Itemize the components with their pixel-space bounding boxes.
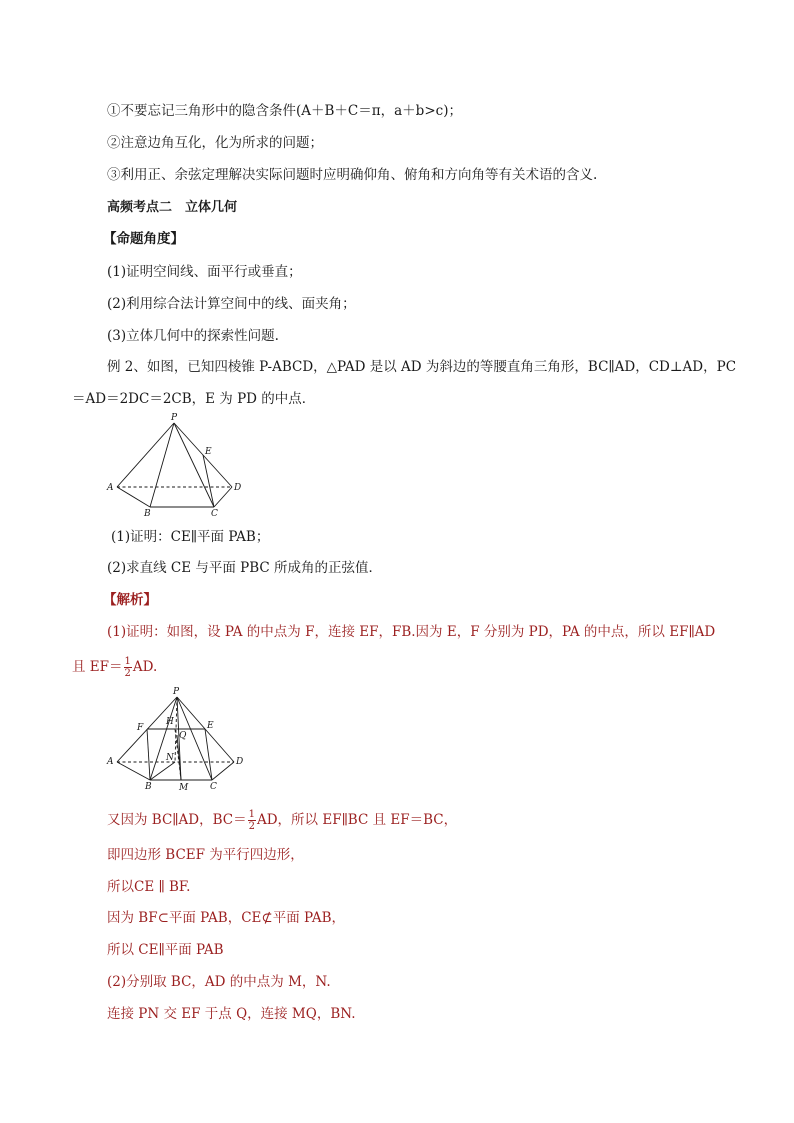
fig2-label-c: C [210, 782, 217, 792]
solution-step-6: 因为 BF⊂平面 PAB，CE⊄平面 PAB， [107, 910, 345, 926]
fig2-label-q: Q [179, 731, 187, 741]
solution-step-2-pre: 且 EF＝ [72, 659, 123, 675]
solution-step-2-post: AD. [132, 659, 158, 675]
fig1-label-p: P [171, 413, 178, 423]
solution-step-1: (1)证明：如图，设 PA 的中点为 F，连接 EF，FB.因为 E，F 分别为 PD，PA 的中点，所以 EF∥AD [107, 624, 716, 640]
solution-step-4: 即四边形 BCEF 为平行四边形， [107, 847, 304, 863]
tip-3: ③利用正、余弦定理解决实际问题时应明确仰角、俯角和方向角等有关术语的含义. [107, 167, 598, 183]
angle-title: 【命题角度】 [103, 231, 184, 247]
fig1-label-a: A [107, 483, 114, 493]
fraction-half-2 [248, 809, 256, 832]
solution-step-3-pre: 又因为 BC∥AD，BC＝ [107, 812, 247, 828]
solution-step-3-post: AD，所以 EF∥BC 且 EF＝BC， [256, 812, 458, 828]
fig2-label-m: M [179, 783, 189, 793]
fig2-label-b: B [145, 782, 152, 792]
fig2-label-p: P [173, 687, 180, 697]
fig2-label-n: N [166, 753, 174, 763]
fig2-label-a: A [107, 757, 114, 767]
angle-3: (3)立体几何中的探索性问题. [107, 328, 279, 344]
fraction-numerator: 1 [124, 656, 131, 667]
solution-step-8: (2)分别取 BC，AD 的中点为 M，N. [107, 974, 331, 990]
pyramid-figure-1 [100, 408, 260, 520]
solution-step-9: 连接 PN 交 EF 于点 Q，连接 MQ，BN. [107, 1006, 356, 1022]
example-line-1: 例 2、如图，已知四棱锥 P-ABCD，△PAD 是以 AD 为斜边的等腰直角三角形，BC∥AD，CD⊥AD，PC [107, 359, 737, 375]
fig1-label-c: C [211, 509, 218, 519]
fraction-denominator: 2 [124, 668, 131, 679]
fraction-denominator-2: 2 [248, 821, 255, 832]
tip-1: ①不要忘记三角形中的隐含条件(A＋B＋C＝π，a＋b>c)； [107, 103, 462, 119]
solution-title: 【解析】 [103, 592, 157, 608]
fraction-half [124, 656, 132, 679]
section-title: 高频考点二 立体几何 [107, 200, 238, 215]
fig1-label-d: D [234, 483, 242, 493]
fig2-label-e: E [207, 721, 214, 731]
fig2-label-f: F [137, 723, 144, 733]
fig1-label-b: B [144, 509, 151, 519]
fig2-label-h: H [166, 717, 174, 727]
angle-1: (1)证明空间线、面平行或垂直； [107, 264, 302, 280]
example-line-2: ＝AD＝2DC＝2CB，E 为 PD 的中点． [72, 391, 316, 407]
solution-step-2 [72, 656, 157, 679]
question-1: (1)证明：CE∥平面 PAB； [111, 529, 270, 545]
solution-step-3 [107, 809, 457, 832]
solution-step-7: 所以 CE∥平面 PAB [107, 942, 224, 958]
fig1-label-e: E [205, 447, 212, 457]
fraction-numerator-2: 1 [248, 809, 255, 820]
solution-step-5: 所以CE ∥ BF. [107, 879, 191, 895]
tip-2: ②注意边角互化，化为所求的问题； [107, 135, 323, 151]
angle-2: (2)利用综合法计算空间中的线、面夹角； [107, 296, 356, 312]
question-2: (2)求直线 CE 与平面 PBC 所成角的正弦值． [107, 560, 383, 576]
fig2-label-d: D [236, 757, 244, 767]
pyramid-figure-2 [100, 685, 260, 800]
